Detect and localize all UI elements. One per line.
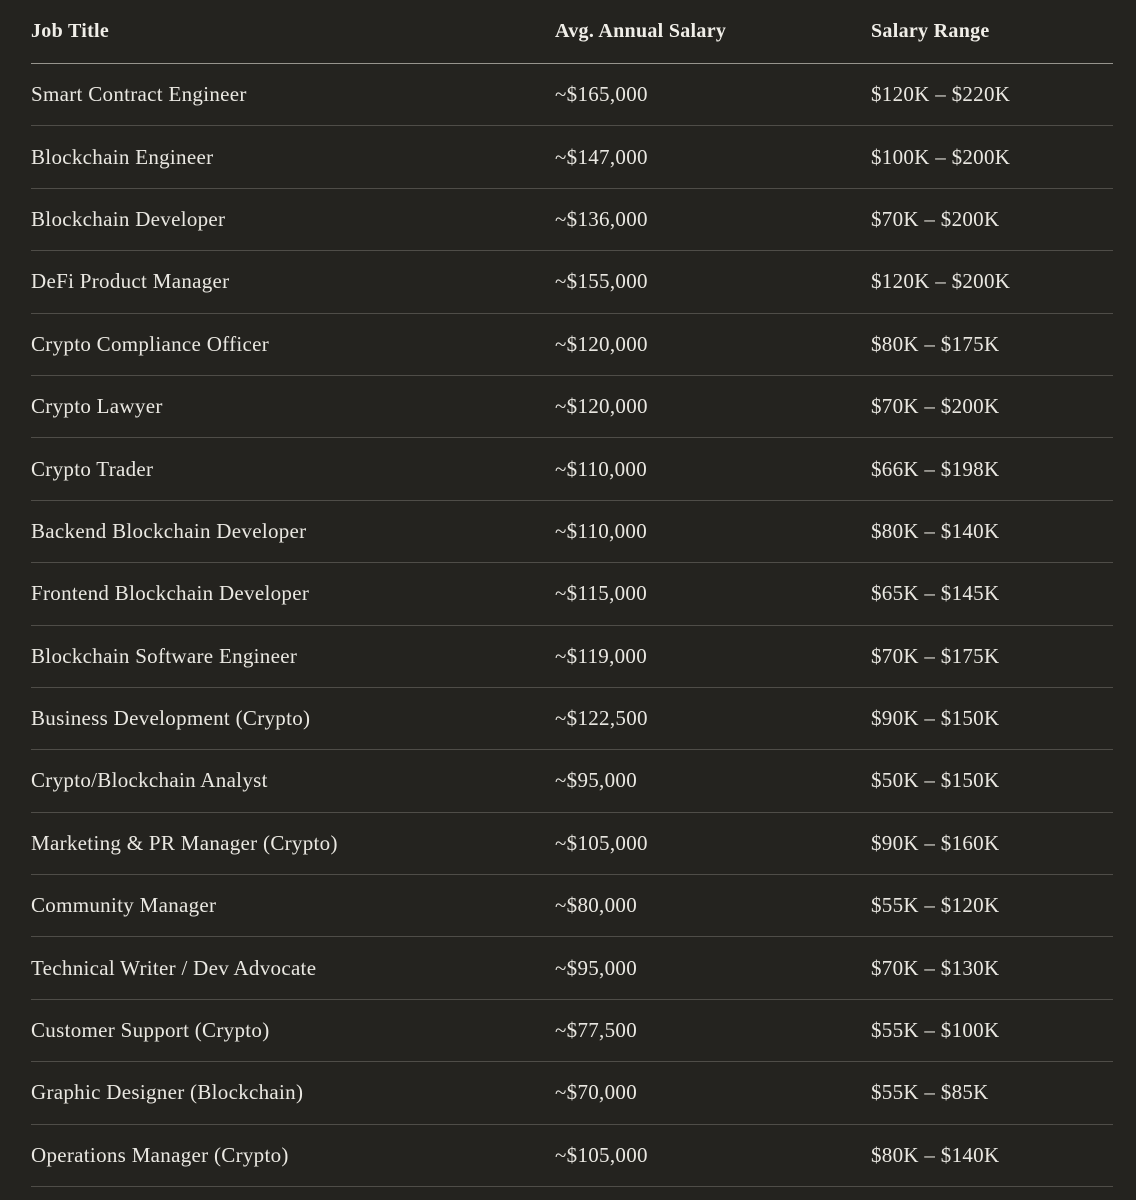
header-row bbox=[31, 0, 1113, 64]
salary-range-cell: $65K – $145K bbox=[871, 563, 1113, 625]
table-row bbox=[31, 188, 1113, 250]
avg-salary-cell: ~$105,000 bbox=[555, 1124, 871, 1186]
table-row bbox=[31, 375, 1113, 437]
column-header-job-title: Job Title bbox=[31, 0, 555, 64]
avg-salary-cell: ~$95,000 bbox=[555, 750, 871, 812]
avg-salary-cell: ~$95,000 bbox=[555, 937, 871, 999]
job-title-cell: Smart Contract Engineer bbox=[31, 64, 555, 126]
salary-table bbox=[31, 0, 1113, 1187]
job-title-cell: Crypto Compliance Officer bbox=[31, 313, 555, 375]
salary-range-cell: $90K – $150K bbox=[871, 687, 1113, 749]
table-row bbox=[31, 1062, 1113, 1124]
table-row bbox=[31, 999, 1113, 1061]
job-title-cell: Graphic Designer (Blockchain) bbox=[31, 1062, 555, 1124]
salary-range-cell: $70K – $200K bbox=[871, 188, 1113, 250]
job-title-cell: Frontend Blockchain Developer bbox=[31, 563, 555, 625]
avg-salary-cell: ~$120,000 bbox=[555, 375, 871, 437]
table-row bbox=[31, 750, 1113, 812]
table-row bbox=[31, 126, 1113, 188]
avg-salary-cell: ~$147,000 bbox=[555, 126, 871, 188]
job-title-cell: Crypto Trader bbox=[31, 438, 555, 500]
job-title-cell: Community Manager bbox=[31, 875, 555, 937]
table-row bbox=[31, 937, 1113, 999]
avg-salary-cell: ~$119,000 bbox=[555, 625, 871, 687]
salary-range-cell: $120K – $200K bbox=[871, 251, 1113, 313]
salary-range-cell: $80K – $140K bbox=[871, 500, 1113, 562]
avg-salary-cell: ~$155,000 bbox=[555, 251, 871, 313]
job-title-cell: Technical Writer / Dev Advocate bbox=[31, 937, 555, 999]
job-title-cell: Blockchain Developer bbox=[31, 188, 555, 250]
salary-range-cell: $70K – $200K bbox=[871, 375, 1113, 437]
avg-salary-cell: ~$115,000 bbox=[555, 563, 871, 625]
table-row bbox=[31, 563, 1113, 625]
table-row bbox=[31, 313, 1113, 375]
salary-range-cell: $66K – $198K bbox=[871, 438, 1113, 500]
column-header-avg-salary: Avg. Annual Salary bbox=[555, 0, 871, 64]
avg-salary-cell: ~$122,500 bbox=[555, 687, 871, 749]
avg-salary-cell: ~$165,000 bbox=[555, 64, 871, 126]
table-row bbox=[31, 1124, 1113, 1186]
avg-salary-cell: ~$70,000 bbox=[555, 1062, 871, 1124]
salary-range-cell: $55K – $100K bbox=[871, 999, 1113, 1061]
salary-range-cell: $55K – $85K bbox=[871, 1062, 1113, 1124]
job-title-cell: Blockchain Software Engineer bbox=[31, 625, 555, 687]
avg-salary-cell: ~$105,000 bbox=[555, 812, 871, 874]
salary-range-cell: $80K – $140K bbox=[871, 1124, 1113, 1186]
salary-range-cell: $90K – $160K bbox=[871, 812, 1113, 874]
job-title-cell: Crypto/Blockchain Analyst bbox=[31, 750, 555, 812]
table-row bbox=[31, 812, 1113, 874]
table-row bbox=[31, 625, 1113, 687]
avg-salary-cell: ~$110,000 bbox=[555, 500, 871, 562]
avg-salary-cell: ~$110,000 bbox=[555, 438, 871, 500]
table-row bbox=[31, 500, 1113, 562]
salary-range-cell: $120K – $220K bbox=[871, 64, 1113, 126]
avg-salary-cell: ~$136,000 bbox=[555, 188, 871, 250]
job-title-cell: Crypto Lawyer bbox=[31, 375, 555, 437]
job-title-cell: DeFi Product Manager bbox=[31, 251, 555, 313]
salary-range-cell: $80K – $175K bbox=[871, 313, 1113, 375]
table-row bbox=[31, 687, 1113, 749]
job-title-cell: Operations Manager (Crypto) bbox=[31, 1124, 555, 1186]
avg-salary-cell: ~$80,000 bbox=[555, 875, 871, 937]
salary-range-cell: $100K – $200K bbox=[871, 126, 1113, 188]
job-title-cell: Business Development (Crypto) bbox=[31, 687, 555, 749]
table-row bbox=[31, 251, 1113, 313]
column-header-salary-range: Salary Range bbox=[871, 0, 1113, 64]
job-title-cell: Blockchain Engineer bbox=[31, 126, 555, 188]
table-row bbox=[31, 64, 1113, 126]
table-row bbox=[31, 875, 1113, 937]
salary-range-cell: $70K – $175K bbox=[871, 625, 1113, 687]
table-row bbox=[31, 438, 1113, 500]
job-title-cell: Customer Support (Crypto) bbox=[31, 999, 555, 1061]
salary-table-container bbox=[31, 0, 1113, 1187]
salary-range-cell: $50K – $150K bbox=[871, 750, 1113, 812]
job-title-cell: Marketing & PR Manager (Crypto) bbox=[31, 812, 555, 874]
job-title-cell: Backend Blockchain Developer bbox=[31, 500, 555, 562]
avg-salary-cell: ~$120,000 bbox=[555, 313, 871, 375]
salary-range-cell: $55K – $120K bbox=[871, 875, 1113, 937]
avg-salary-cell: ~$77,500 bbox=[555, 999, 871, 1061]
salary-range-cell: $70K – $130K bbox=[871, 937, 1113, 999]
